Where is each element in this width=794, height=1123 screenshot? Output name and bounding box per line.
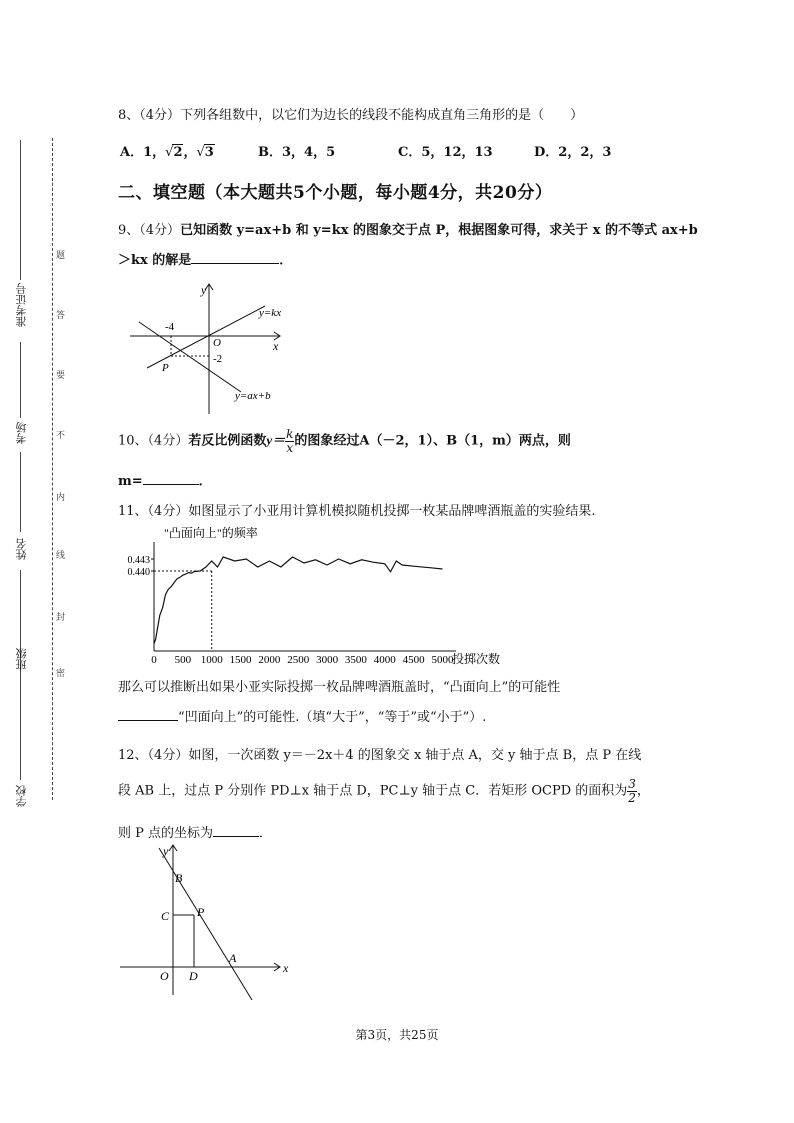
question-12-line1: 12、（4分）如图，一次函数 y＝－2x＋4 的图象交 x 轴于点 A，交 y 轴于点 B，点 P 在线 [118, 748, 642, 763]
question-11-stem: 11、（4分）如图显示了小亚用计算机模拟随机投掷一枚某品牌啤酒瓶盖的实验结果. [118, 504, 596, 519]
x-tick-label: 4000 [373, 654, 396, 666]
binding-label-school: 学校 [15, 785, 28, 807]
question-10-line1: 10、（4分）若反比例函数y＝ $\frac{k}{x}$ 的图象经过A（－2，1）、B（1，m）两点，则 [118, 427, 571, 455]
q9-line-axb-label: y=ax+b [235, 390, 271, 402]
answer-blank-10[interactable] [143, 472, 199, 485]
q11-frequency-chart [112, 520, 512, 670]
question-11-line3: “凹面向上”的可能性.（填“大于”，“等于”或“小于”）. [118, 706, 486, 725]
q12-figure [115, 840, 300, 1000]
fraction-three-halves: $\frac{3}{2}$ [628, 777, 636, 805]
binding-label-room: 考场 [15, 422, 28, 444]
x-tick-label: 3500 [344, 654, 367, 666]
q12-point-p-label: P [197, 905, 205, 919]
seal-char-xian: 线 [56, 551, 66, 561]
chart-marks [128, 555, 454, 666]
chart-x-label: 投掷次数 [452, 652, 501, 666]
seal-line [52, 138, 53, 800]
question-12-line2: 段 AB 上，过点 P 分别作 PD⊥x 轴于点 D，PC⊥y 轴于点 C．若矩形 OCPD 的面积为 $\frac{3}{2}$ ， [118, 777, 650, 805]
answer-blank-11[interactable] [118, 708, 178, 721]
x-tick-label: 500 [174, 654, 192, 666]
question-8-option-b: B．3，4，5 [258, 145, 336, 160]
seal-char-mi: 密 [56, 669, 66, 679]
x-tick-label: 2000 [258, 654, 281, 666]
q9-line-kx [147, 306, 265, 368]
seal-char-nei: 内 [56, 493, 66, 503]
question-8-option-a: A．1，√2，√3 [120, 145, 214, 160]
seal-char-da: 答 [56, 311, 66, 321]
page-footer: 第3页，共25页 [355, 1028, 439, 1042]
x-tick-label: 0 [151, 654, 157, 666]
y-tick-label: 0.440 [127, 567, 150, 578]
chart-title: "凸面向上"的频率 [164, 526, 258, 540]
sqrt-3: 3 [204, 145, 214, 160]
q12-y-label: y [163, 844, 169, 858]
y-tick-label: 0.443 [127, 555, 150, 566]
q9-figure [125, 278, 295, 418]
question-8-option-c: C．5，12，13 [398, 145, 493, 160]
q9-y-mark: -2 [213, 353, 223, 365]
q12-point-d-label: D [189, 969, 198, 983]
q12-origin-label: O [160, 969, 169, 983]
question-8-stem: 8、（4分）下列各组数中，以它们为边长的线段不能构成直角三角形的是（ ） [118, 108, 584, 123]
q12-point-c-label: C [161, 909, 170, 923]
section-2-title: 二、填空题（本大题共5个小题，每小题4分，共20分） [118, 183, 553, 203]
x-tick-label: 3000 [316, 654, 339, 666]
q9-line-axb [139, 322, 241, 392]
series-line-frequency [154, 557, 443, 644]
seal-char-yao: 要 [56, 371, 66, 381]
q12-x-label: x [283, 961, 289, 975]
answer-blank-12[interactable] [213, 824, 259, 837]
seal-char-ti: 题 [56, 251, 66, 261]
fraction-k-over-x: $\frac{k}{x}$ [286, 427, 294, 455]
binding-line-class [20, 570, 21, 642]
question-9-line2: ＞kx 的解是 ． [118, 253, 293, 268]
binding-label-class: 班级 [15, 648, 28, 670]
binding-line-room [20, 342, 21, 418]
sqrt-2: 2 [173, 145, 183, 160]
q12-point-b-label: B [175, 871, 183, 885]
x-tick-label: 4500 [402, 654, 425, 666]
q9-y-label: y [201, 283, 207, 297]
q9-point-p-label: P [162, 362, 169, 374]
question-10-line2: m= ． [118, 474, 212, 489]
q12-point-a-label: A [229, 951, 237, 965]
x-tick-label: 2500 [287, 654, 310, 666]
x-tick-label: 1500 [229, 654, 252, 666]
question-12-line3: 则 P 点的坐标为 ． [118, 826, 273, 841]
binding-label-name: 姓名 [15, 538, 28, 560]
binding-label-ticket: 准考证号 [15, 283, 28, 327]
q9-x-label: x [273, 339, 279, 353]
q9-x-mark: -4 [165, 321, 175, 333]
answer-blank-9[interactable] [191, 251, 279, 264]
seal-char-bu: 不 [56, 431, 66, 441]
binding-line-ticket [20, 140, 21, 280]
question-9-line1: 9、（4分）已知函数 y=ax+b 和 y=kx 的图象交于点 P，根据图象可得，求关于 x 的不等式 ax+b [118, 223, 698, 238]
question-11-line2: 那么可以推断出如果小亚实际投掷一枚品牌啤酒瓶盖时，“凸面向上”的可能性 [118, 680, 561, 695]
binding-line-name [20, 452, 21, 532]
question-8-option-d: D．2，2，3 [534, 145, 612, 160]
q9-origin-label: O [213, 337, 221, 349]
q9-line-kx-label: y=kx [259, 307, 282, 319]
x-tick-label: 1000 [200, 654, 223, 666]
x-tick-label: 5000 [431, 654, 454, 666]
seal-char-feng: 封 [56, 613, 66, 623]
